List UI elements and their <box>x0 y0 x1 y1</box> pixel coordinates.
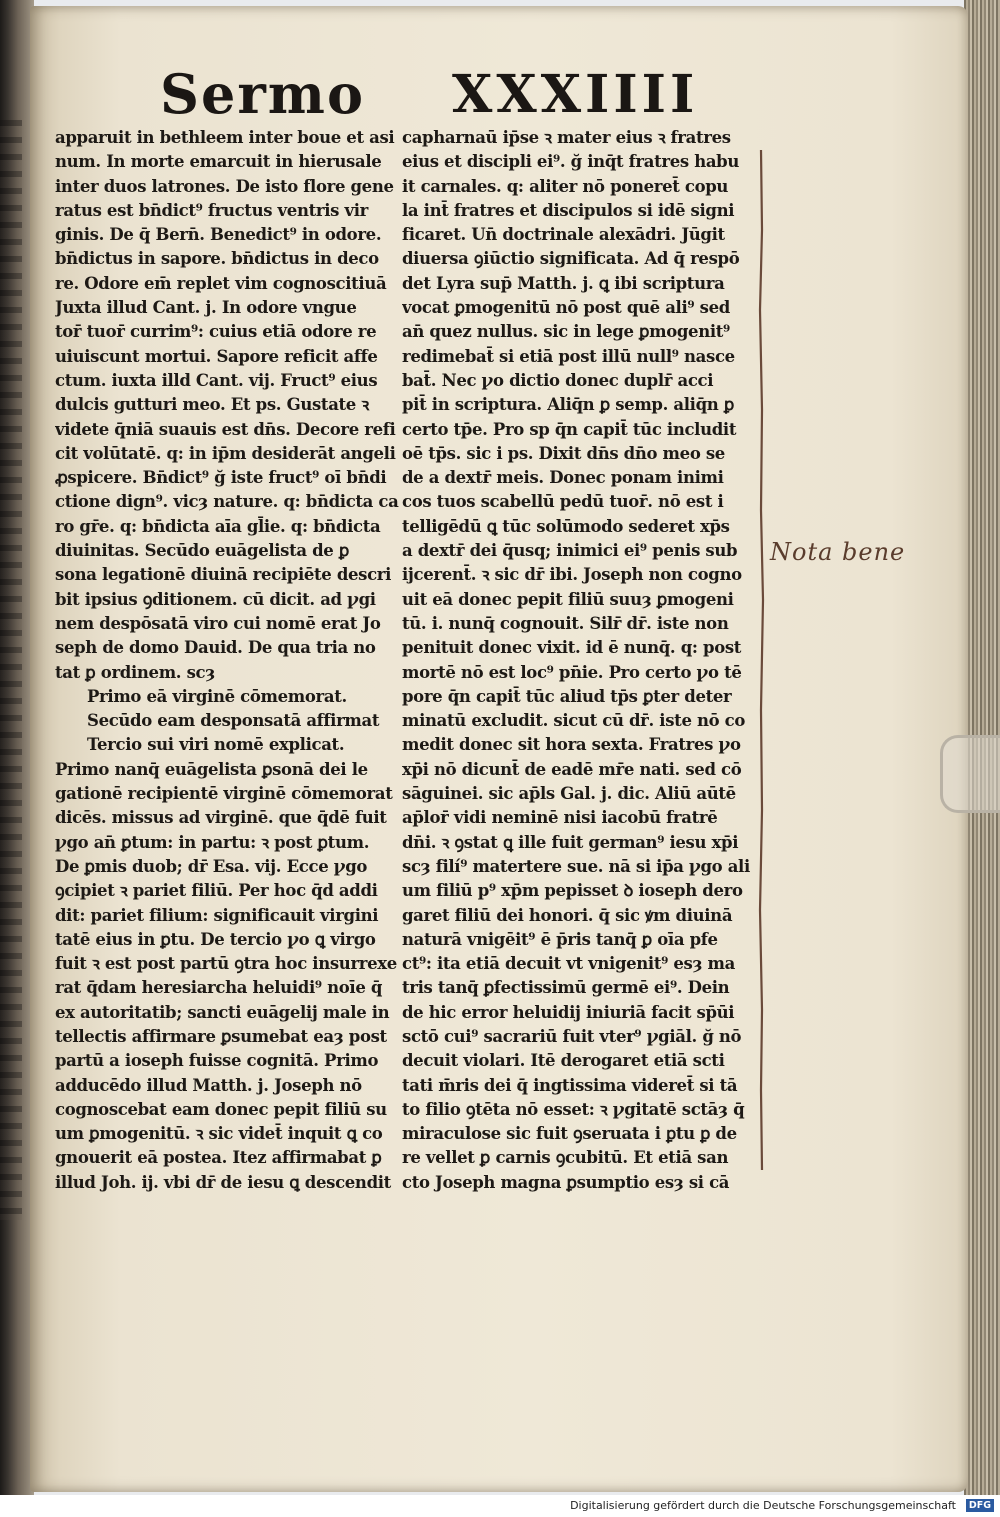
text-line: vocat ꝑmogenitū nō post quē ali⁹ sed <box>402 298 730 318</box>
text-line: diuersa ꝯiūctio significata. Ad q̄ respō <box>402 249 740 269</box>
text-line: ficaret. Un̄ doctrinale alexādri. Jūgit <box>402 225 725 245</box>
text-line: bit ipsius ꝯditionem. cū dicit. ad ꝩgi <box>55 589 376 609</box>
text-line: oē tp̄s. sic i ps. Dixit dn̄s dn̄o meo se <box>402 443 725 463</box>
text-line: Juxta illud Cant. j. In odore vngue <box>55 298 357 318</box>
text-line: to filio ꝯtēta nō esset: ꝛ ꝩgitatē sctāȝ q̄ <box>402 1099 745 1119</box>
text-line: tati m̄ris dei q̄ ingtissima videret̄ si tā <box>402 1075 738 1095</box>
text-line: dit: pariet filium: significauit virgini <box>55 905 379 925</box>
text-line: re. Odore em̄ replet vim cognoscitiuā <box>55 273 387 293</box>
text-line: num. In morte emarcuit in hierusale <box>55 152 382 172</box>
text-line: adducēdo illud Matth. j. Joseph nō <box>55 1075 362 1095</box>
text-line: dulcis gutturi meo. Et ps. Gustate ꝛ <box>55 395 369 415</box>
text-line: ratus est bn̄dict⁹ fructus ventris vir <box>55 200 368 220</box>
text-line: ijcerent̄. ꝛ sic dr̄ ibi. Joseph non cogno <box>402 565 742 585</box>
text-line: diuinitas. Secūdo euāgelista de ꝑ <box>55 541 349 561</box>
text-line: cos tuos scabellū pedū tuor̄. nō est i <box>402 492 724 512</box>
text-line: seph de domo Dauid. De qua tria no <box>55 638 376 658</box>
left-text-column <box>55 126 407 1195</box>
text-line: it carnales. q: aliter nō poneret̄ copu <box>402 176 729 196</box>
text-line: det Lyra sup̄ Matth. j. ꝗ ibi scriptura <box>402 273 725 293</box>
text-line: bat̄. Nec ꝩo dictio donec duplr̄ acci <box>402 370 714 390</box>
text-line: tat ꝑ ordinem. scȝ <box>55 662 215 682</box>
text-line: sctō cui⁹ sacrariū fuit vter⁹ ꝩgiāl. ğ nō <box>402 1026 742 1046</box>
text-line: cit volūtatē. q: in ip̄m desiderāt angeli <box>55 443 396 463</box>
text-line: ꝩgo an̄ ꝑtum: in partu: ꝛ post ꝑtum. <box>55 832 370 852</box>
margin-bracket-line <box>758 150 765 1170</box>
digitization-credit: Digitalisierung gefördert durch die Deutsche Forschungsgemeinschaft <box>570 1499 956 1512</box>
text-line: cto Joseph magna ꝑsumptio esȝ si cā <box>402 1172 730 1192</box>
text-line: redimebat̄ si etiā post illū null⁹ nasce <box>402 346 735 366</box>
page-header <box>160 62 699 132</box>
text-line: inter duos latrones. De isto flore gene <box>55 176 394 196</box>
text-line: telligēdū ꝗ tūc solūmodo sederet xp̄s <box>402 516 730 536</box>
text-line: ctione dign⁹. vicȝ nature. q: bn̄dicta ca <box>55 492 399 512</box>
text-line: um filiū p⁹ xp̄m pepisset ꝺ ioseph dero <box>402 881 743 901</box>
text-line: rat q̄dam heresiarcha heluidi⁹ noīe q̄ <box>55 978 383 998</box>
text-line: illud Joh. ij. vbi dr̄ de iesu ꝗ descendit <box>55 1172 391 1192</box>
text-line: cognoscebat eam donec pepit filiū su <box>55 1099 387 1119</box>
text-line: gationē recipientē virginē cōmemorat <box>55 784 393 804</box>
text-line: partū a ioseph fuisse cognitā. Primo <box>55 1051 379 1071</box>
text-line: penituit donec vixit. id ē nunq̄. q: post <box>402 638 742 658</box>
text-line: xp̄i nō dicunt̄ de eadē mr̄e nati. sed cō <box>402 759 742 779</box>
text-line: uiuiscunt mortui. Sapore reficit affe <box>55 346 378 366</box>
text-line: decuit violari. Itē derogaret etiā scti <box>402 1051 725 1071</box>
text-line: scȝ filí⁹ matertere sue. nā si ip̄a ꝩgo ali <box>402 856 750 876</box>
text-line: naturā vnigēit⁹ ē p̄ris tanq̄ ꝑ oīa pfe <box>402 929 718 949</box>
text-line: ginis. De q̄ Bern̄. Benedict⁹ in odore. <box>55 225 382 245</box>
text-line: uit eā donec pepit filiū suuȝ ꝑmogeni <box>402 589 734 609</box>
text-line: ꝓspicere. Bn̄dict⁹ ğ iste fruct⁹ oī bn̄di <box>55 468 387 488</box>
text-line: Tercio sui viri nomē explicat. <box>87 735 345 755</box>
text-line: fuit ꝛ est post partū ꝯtra hoc insurrexe <box>55 954 397 974</box>
text-line: dicēs. missus ad virginē. que q̄dē fuit <box>55 808 387 828</box>
right-text-column <box>402 126 762 1195</box>
text-line: apparuit in bethleem inter boue et asi <box>55 128 395 147</box>
folio-number: XXXIIII <box>452 64 699 125</box>
text-line: nem despōsatā viro cui nomē erat Jo <box>55 613 381 633</box>
text-line: tor̄ tuor̄ currim⁹: cuius etiā odore re <box>55 322 377 342</box>
text-line: la int̄ fratres et discipulos si idē signi <box>402 200 735 220</box>
text-line: gnouerit eā postea. Itez affirmabat ꝑ <box>55 1148 382 1168</box>
text-line: eius et discipli ei⁹. ğ inq̄t fratres habu <box>402 152 740 172</box>
text-line: pit̄ in scriptura. Aliq̄n ꝑ semp. aliq̄n ꝑ <box>402 395 734 415</box>
text-line: tatē eius in ꝑtu. De tercio ꝩo ꝗ virgo <box>55 929 376 949</box>
text-line: mortē nō est loc⁹ pn̄ie. Pro certo ꝩo tē <box>402 662 742 682</box>
text-line: Primo eā virginē cōmemorat. <box>87 686 347 706</box>
text-line: medit donec sit hora sexta. Fratres ꝩo <box>402 735 741 755</box>
text-line: ap̄lor̄ vidi neminē nisi iacobū fratrē <box>402 808 718 828</box>
text-line: tellectis affirmare ꝑsumebat eaȝ post <box>55 1026 387 1046</box>
text-line: ctum. iuxta illd Cant. vij. Fruct⁹ eius <box>55 370 378 390</box>
text-line: a dextr̄ dei q̄usq; inimici ei⁹ penis sub <box>402 541 738 561</box>
text-line: ex autoritatib; sancti euāgelij male in <box>55 1002 390 1022</box>
text-line: ct⁹: ita etiā decuit vt vnigenit⁹ esȝ ma <box>402 954 735 974</box>
facing-page-bleed <box>0 120 22 1220</box>
text-line: videte q̄niā suauis est dn̄s. Decore refi <box>55 419 396 439</box>
text-line: an̄ quez nullus. sic in lege ꝑmogenit⁹ <box>402 322 730 342</box>
text-line: de hic error heluidij iniuriā facit sp̄ūi <box>402 1002 735 1022</box>
footer-bar <box>0 1495 1000 1517</box>
facing-page-edge <box>0 0 34 1495</box>
text-line: de a dextr̄ meis. Donec ponam inimi <box>402 468 724 488</box>
text-line: ro gr̄e. q: bn̄dicta aīa gl̄ie. q: bn̄dicta <box>55 516 381 536</box>
running-title: Sermo <box>160 62 365 126</box>
text-line: garet filiū dei honori. q̄ sic ꝟm diuinā <box>402 905 733 925</box>
text-line: tū. i. nunq̄ cognouit. Silr̄ dr̄. iste non <box>402 613 729 633</box>
page-clip <box>940 735 1000 813</box>
text-line: Primo nanq̄ euāgelista ꝑsonā dei le <box>55 759 368 779</box>
text-line: miraculose sic fuit ꝯseruata i ꝑtu ꝑ de <box>402 1124 737 1144</box>
handwritten-margin-note: Nota bene <box>770 538 906 566</box>
text-line: ꝯcipiet ꝛ pariet filiū. Per hoc q̄d addi <box>55 881 378 901</box>
text-line: um ꝑmogenitū. ꝛ sic videt̄ inquit ꝗ co <box>55 1124 383 1144</box>
text-line: re vellet ꝑ carnis ꝯcubitū. Et etiā san <box>402 1148 729 1168</box>
text-line: sona legationē diuinā recipiēte descri <box>55 565 392 585</box>
dfg-logo: DFG <box>966 1499 994 1512</box>
text-line: certo tp̄e. Pro sp q̄n capit̄ tūc includit <box>402 419 737 439</box>
text-line: De ꝑmis duob; dr̄ Esa. vij. Ecce ꝩgo <box>55 856 368 876</box>
text-line: minatū excludit. sicut cū dr̄. iste nō co <box>402 711 746 731</box>
text-line: capharnaū ip̄se ꝛ mater eius ꝛ fratres <box>402 128 731 147</box>
text-line: tris tanq̄ ꝑfectissimū germē ei⁹. Dein <box>402 978 730 998</box>
text-line: sāguinei. sic ap̄ls Gal. j. dic. Aliū aūtē <box>402 784 736 804</box>
text-line: dn̄i. ꝛ ꝯstat ꝗ ille fuit german⁹ iesu xp̄i <box>402 832 739 852</box>
text-line: bn̄dictus in sapore. bn̄dictus in deco <box>55 249 379 269</box>
text-line: Secūdo eam desponsatā affirmat <box>87 711 380 731</box>
text-line: pore q̄n capit̄ tūc aliud tp̄s ꝑter deter <box>402 686 732 706</box>
